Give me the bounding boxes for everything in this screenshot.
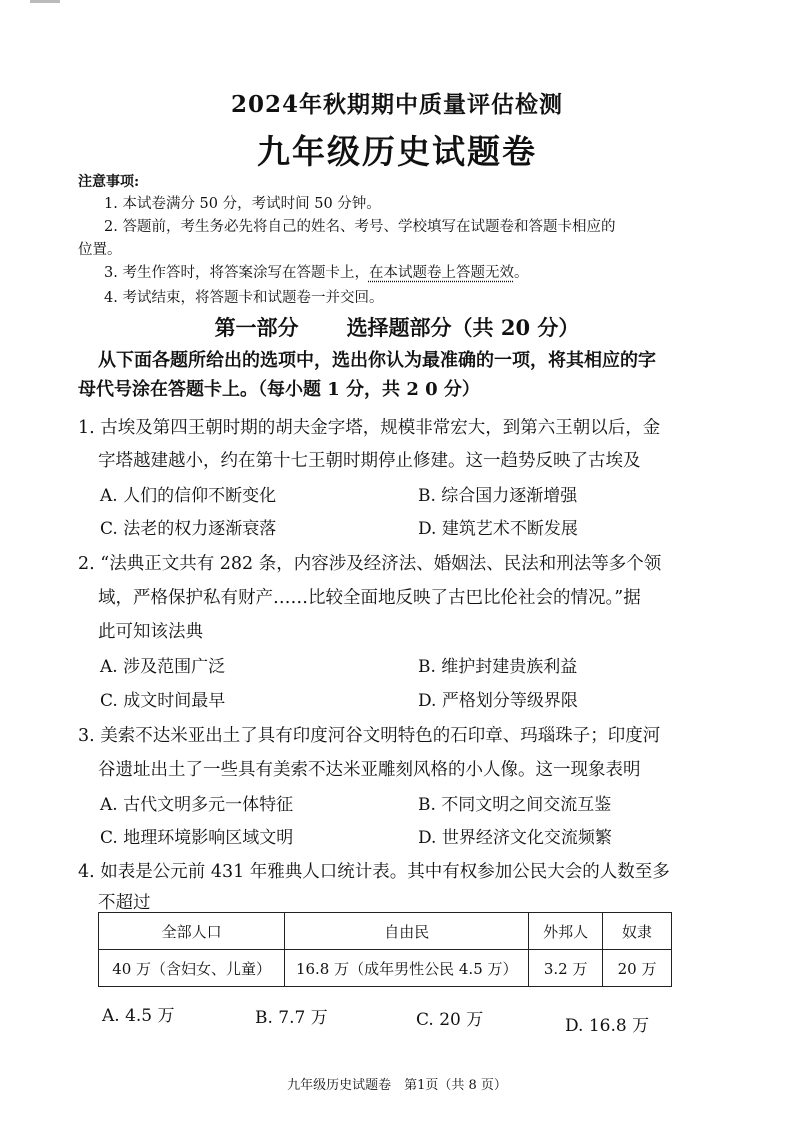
q2-option-c: C. 成文时间最早 [100,691,226,711]
table-header-cell: 全部人口 [99,913,285,950]
table-header-cell: 奴隶 [603,913,672,950]
table-row [99,950,672,987]
note-item-4: 4. 考试结束，将答题卡和试题卷一并交回。 [104,290,384,306]
note-item-2-line2: 位置。 [78,242,122,258]
table-cell: 40 万（含妇女、儿童） [99,950,285,987]
q1-stem-line1: 1. 古埃及第四王朝时期的胡夫金字塔，规模非常宏大，到第六王朝以后，金 [78,418,661,438]
q4-option-c: C. 20 万 [416,1010,484,1030]
q4-option-a: A. 4.5 万 [102,1006,175,1026]
instruction-line1: 从下面各题所给出的选项中，选出你认为最准确的一项，将其相应的字 [98,350,656,371]
note-item-2-line1: 2. 答题前，考生务必先将自己的姓名、考号、学校填写在试题卷和答题卡相应的 [104,219,616,235]
table-header-cell: 外邦人 [529,913,603,950]
q1-option-a: A. 人们的信仰不断变化 [100,486,277,506]
q3-option-b: B. 不同文明之间交流互鉴 [418,795,612,815]
q1-option-c: C. 法老的权力逐渐衰落 [100,519,277,539]
population-table [98,912,672,987]
exam-title: 2024年秋期期中质量评估检测 [230,91,563,118]
q2-stem-line1: 2. “法典正文共有 282 条，内容涉及经济法、婚姻法、民法和刑法等多个领 [78,554,662,574]
table-cell: 16.8 万（成年男性公民 4.5 万） [285,950,529,987]
q3-stem-line1: 3. 美索不达米亚出土了具有印度河谷文明特色的石印章、玛瑙珠子；印度河 [78,726,661,746]
note-item-3-end: 。 [513,265,529,281]
q2-stem-line3: 此可知该法典 [98,622,203,642]
q3-option-d: D. 世界经济文化交流频繁 [418,828,612,848]
exam-subject-title: 九年级历史试题卷 [257,132,537,171]
note-item-3-text: 3. 考生作答时，将答案涂写在答题卡上， [104,265,369,281]
notes-heading: 注意事项: [78,174,140,190]
q4-stem-line1: 4. 如表是公元前 431 年雅典人口统计表。其中有权参加公民大会的人数至多 [78,862,670,882]
q1-option-d: D. 建筑艺术不断发展 [418,519,578,539]
note-item-1: 1. 本试卷满分 50 分，考试时间 50 分钟。 [104,196,381,212]
note-item-3-emphasis: 在本试题卷上答题无效 [368,265,514,281]
q3-option-c: C. 地理环境影响区域文明 [100,828,294,848]
q2-option-b: B. 维护封建贵族利益 [418,657,578,677]
q3-stem-line2: 谷遗址出土了一些具有美索不达米亚雕刻风格的小人像。这一现象表明 [98,760,641,780]
q2-stem-line2: 域，严格保护私有财产……比较全面地反映了古巴比伦社会的情况。”据 [98,588,641,608]
table-header-row [99,913,672,950]
page-footer: 九年级历史试题卷 第1页（共 8 页） [287,1078,507,1093]
q4-option-b: B. 7.7 万 [255,1008,328,1028]
q4-stem-line2: 不超过 [98,893,151,913]
q4-option-d: D. 16.8 万 [565,1016,650,1036]
table-header-cell: 自由民 [285,913,529,950]
part-title: 选择题部分（共 20 分） [346,315,580,340]
instruction-line2: 母代号涂在答题卡上。（每小题 1 分，共 2 0 分） [78,379,480,400]
q2-option-d: D. 严格划分等级界限 [418,691,578,711]
q1-option-b: B. 综合国力逐渐增强 [418,486,578,506]
q1-stem-line2: 字塔越建越小，约在第十七王朝时期停止修建。这一趋势反映了古埃及 [98,451,641,471]
q2-option-a: A. 涉及范围广泛 [100,657,226,677]
scan-mark [30,0,60,3]
table-cell: 3.2 万 [529,950,603,987]
part-heading [0,312,794,342]
part-number: 第一部分 [214,315,299,340]
table-cell: 20 万 [603,950,672,987]
q3-option-a: A. 古代文明多元一体特征 [100,795,294,815]
note-item-3 [104,261,528,282]
